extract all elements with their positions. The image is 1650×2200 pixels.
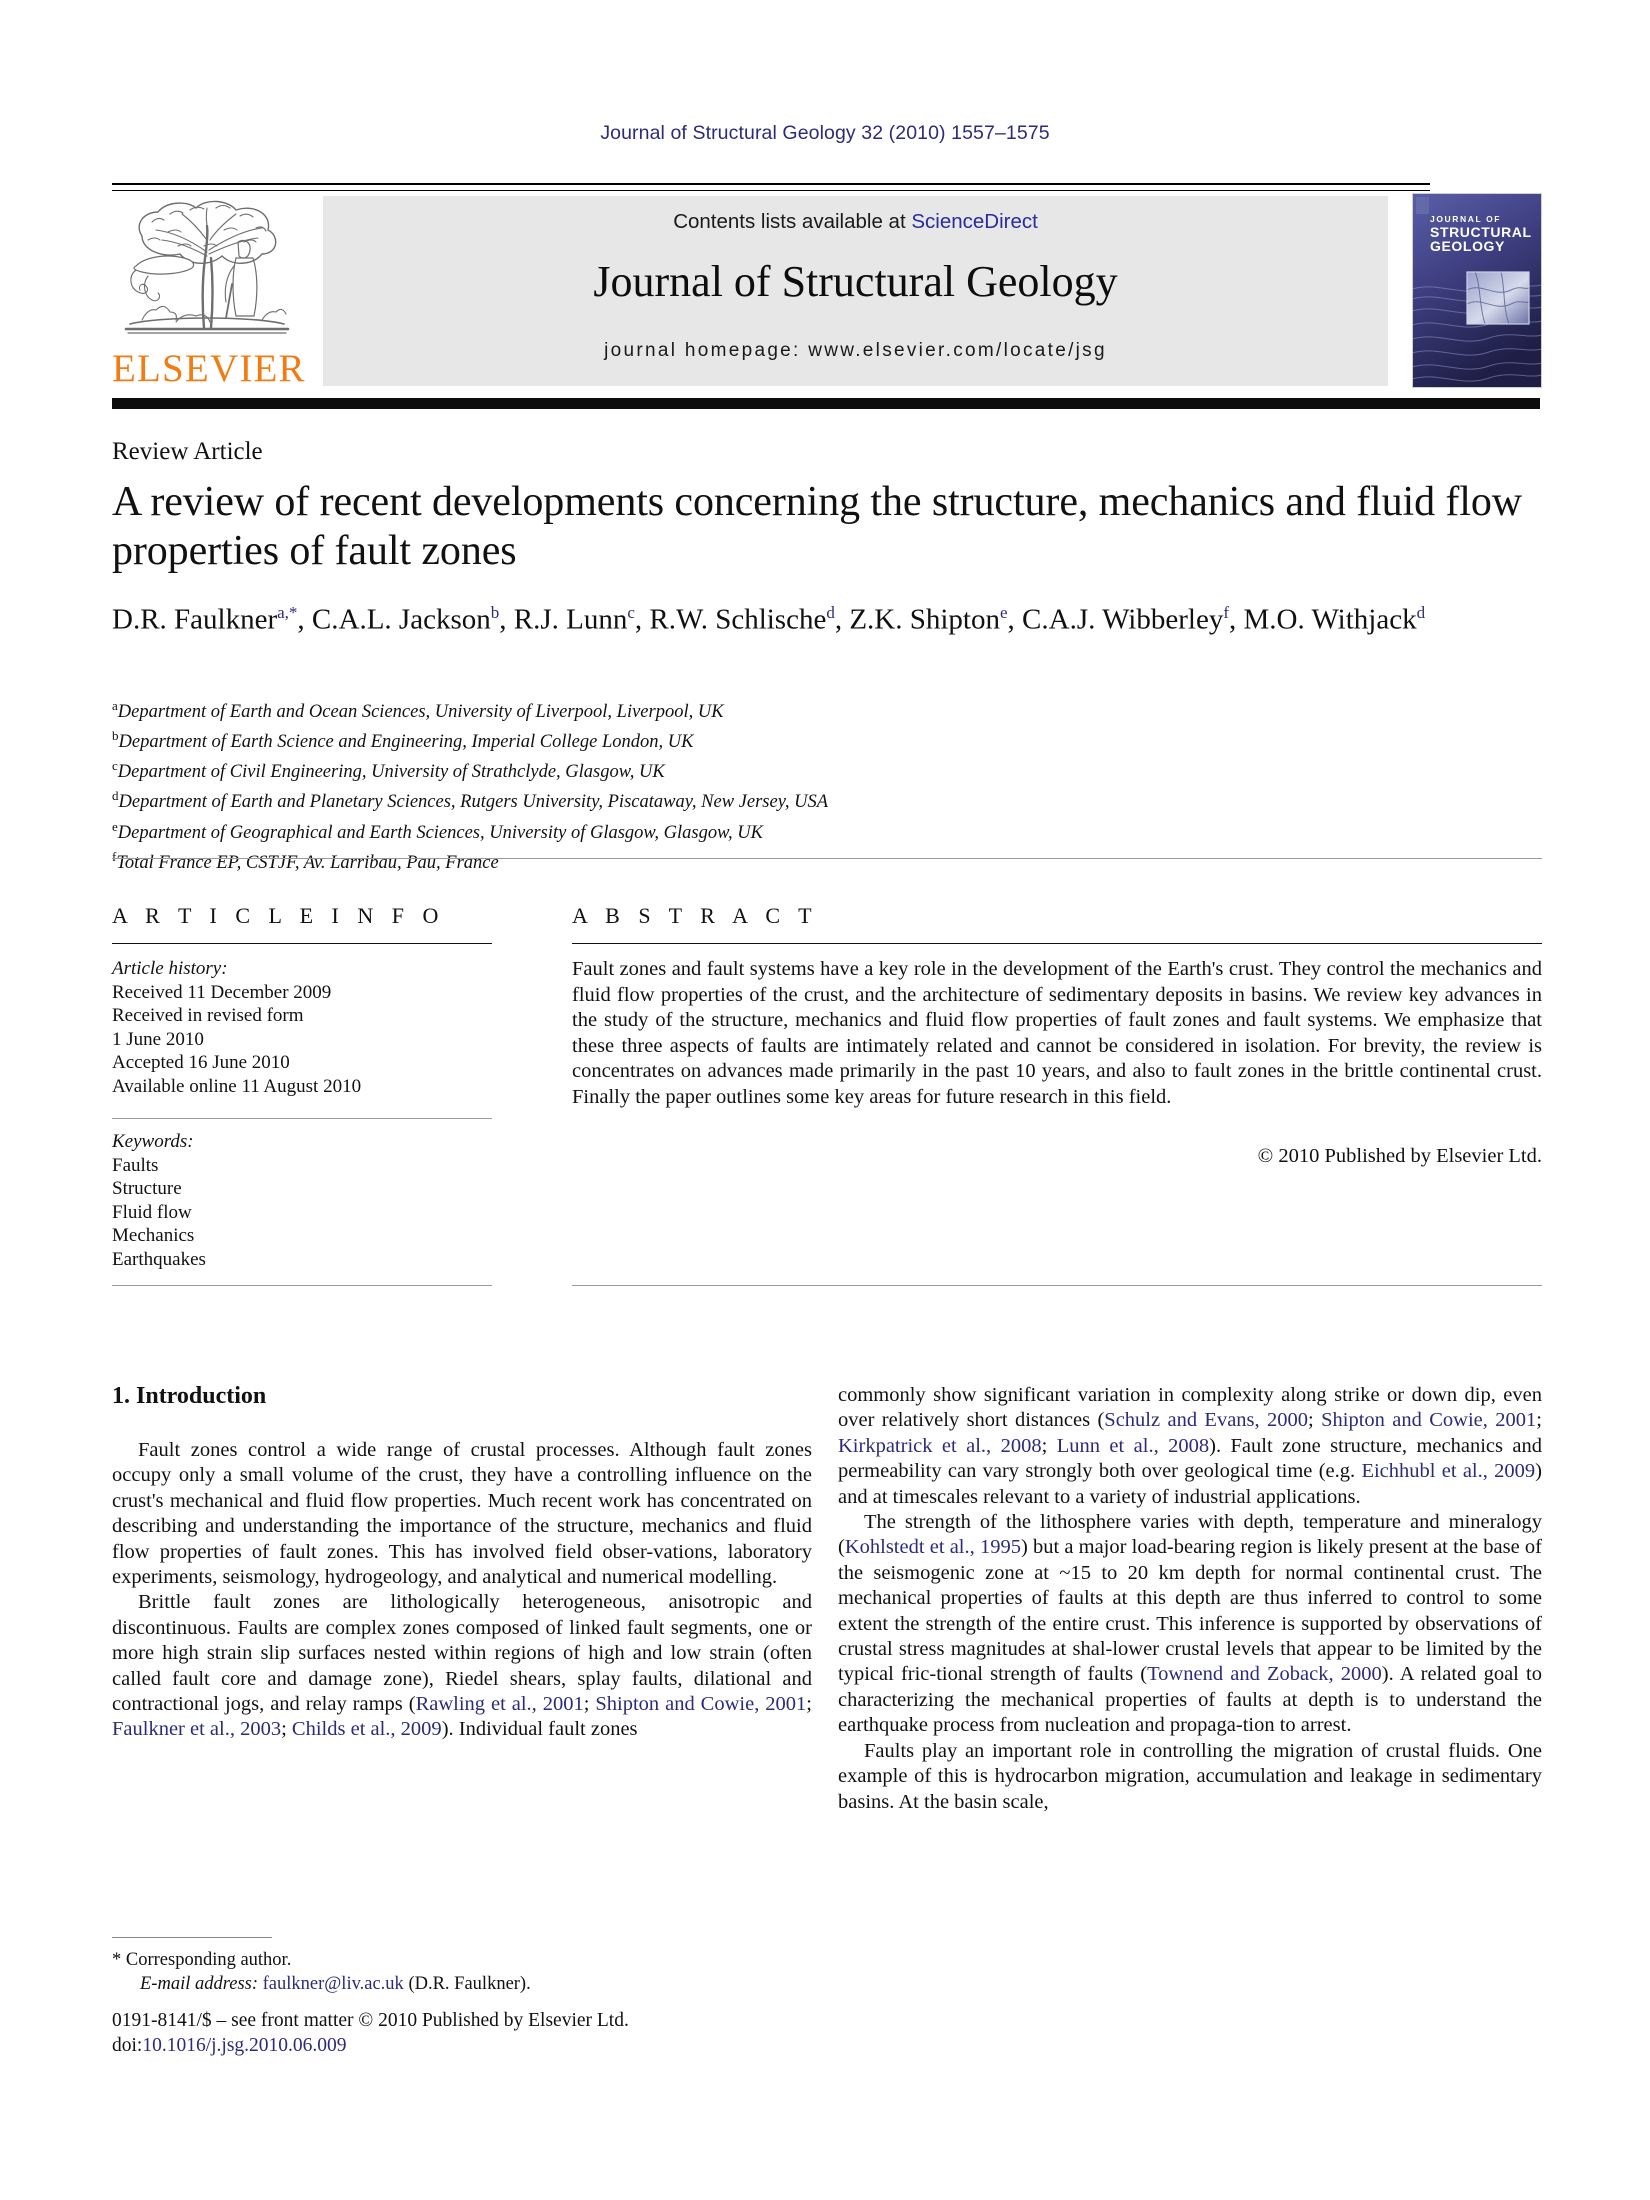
citation-link[interactable]: Townend and Zoback, 2000 bbox=[1147, 1663, 1382, 1686]
author-affiliation-mark: f bbox=[1223, 603, 1229, 622]
abstract-rule-2 bbox=[572, 1285, 1542, 1286]
body-text: ; bbox=[1536, 1409, 1542, 1432]
keywords-label: Keywords: bbox=[112, 1131, 194, 1152]
elsevier-wordmark: ELSEVIER bbox=[112, 347, 306, 390]
article-type: Review Article bbox=[112, 438, 263, 465]
corresponding-author-marker: * bbox=[112, 1950, 126, 1970]
info-rule-3 bbox=[112, 1285, 492, 1286]
body-text: ; bbox=[806, 1693, 812, 1716]
svg-text:STRUCTURAL: STRUCTURAL bbox=[1430, 224, 1532, 240]
affiliation-mark: b bbox=[112, 728, 119, 744]
abstract-rule-1 bbox=[572, 943, 1542, 944]
corresponding-author-label: Corresponding author. bbox=[125, 1950, 292, 1970]
body-paragraph bbox=[112, 1590, 812, 1742]
affiliation-item bbox=[112, 784, 1212, 814]
citation-link[interactable]: Rawling et al., 2001 bbox=[415, 1693, 584, 1716]
article-info-heading: A R T I C L E I N F O bbox=[112, 903, 445, 928]
body-paragraph bbox=[838, 1383, 1542, 1510]
front-matter-line: 0191-8141/$ – see front matter © 2010 Published by Elsevier Ltd. bbox=[112, 2010, 629, 2031]
journal-title: Journal of Structural Geology bbox=[593, 257, 1118, 306]
author-affiliation-mark: d bbox=[1416, 603, 1426, 622]
author-list: D.R. Faulkner$^{a,*}$, C.A.L. Jackson$^b$, R.J. Lunn$^c$, R.W. Schlische$^d$, Z.K. Shipton$^e$, C.A.J. Wibberley$^f$, M.O. Withjack$^d$ bbox=[112, 603, 1426, 636]
author-name: R.W. Schlische bbox=[649, 603, 827, 636]
affiliation-text: Department of Geographical and Earth Sciences, University of Glasgow, Glasgow, UK bbox=[117, 822, 763, 843]
keyword-item: Faults bbox=[112, 1154, 159, 1176]
body-text: ) and at timescales relevant to a variety of industrial applications. bbox=[838, 1460, 1542, 1508]
article-history-item: Accepted 16 June 2010 bbox=[112, 1052, 290, 1073]
abstract-copyright: © 2010 Published by Elsevier Ltd. bbox=[1257, 1145, 1542, 1167]
affiliation-item bbox=[112, 815, 1212, 845]
author-name: C.A.J. Wibberley bbox=[1022, 603, 1224, 636]
author-affiliation-mark: a,* bbox=[277, 603, 298, 622]
body-text: ; bbox=[1041, 1434, 1057, 1457]
keyword-item: Mechanics bbox=[112, 1225, 195, 1246]
body-text: The strength of the lithosphere varies with depth, temperature and mineralogy ( bbox=[838, 1511, 1542, 1559]
article-history bbox=[112, 957, 502, 1098]
section-heading-introduction: 1. Introduction bbox=[112, 1383, 267, 1409]
author-name: M.O. Withjack bbox=[1243, 603, 1417, 636]
doi-line bbox=[112, 2033, 872, 2058]
email-owner: (D.R. Faulkner). bbox=[403, 1974, 531, 1994]
body-text: Faults play an important role in controlling the migration of crustal fluids. One example of this is hydrocarbon migration, accumulation and leakage in sedimentary basins. At the basin scale, bbox=[838, 1739, 1542, 1813]
affiliation-mark: a bbox=[112, 698, 118, 713]
corresponding-author-note bbox=[112, 1948, 812, 1996]
citation-link[interactable]: Lunn et al., 2008 bbox=[1056, 1434, 1210, 1457]
affiliation-item bbox=[112, 694, 1212, 724]
affiliation-item bbox=[112, 754, 1212, 784]
citation-link[interactable]: Shipton and Cowie, 2001 bbox=[595, 1693, 807, 1716]
citation-link[interactable]: Childs et al., 2009 bbox=[291, 1718, 442, 1741]
author-name: C.A.L. Jackson bbox=[311, 603, 491, 636]
affiliation-text: Department of Civil Engineering, University of Strathclyde, Glasgow, UK bbox=[117, 762, 665, 783]
running-head: Journal of Structural Geology 32 (2010) 1557–1575 bbox=[600, 122, 1050, 144]
keyword-list bbox=[112, 1130, 502, 1271]
citation-link[interactable]: Shipton and Cowie, 2001 bbox=[1321, 1409, 1537, 1432]
affiliation-text: Department of Earth and Ocean Sciences, University of Liverpool, Liverpool, UK bbox=[117, 702, 724, 723]
journal-cover-thumbnail bbox=[1412, 193, 1542, 388]
citation-link[interactable]: Schulz and Evans, 2000 bbox=[1104, 1409, 1309, 1432]
email-line bbox=[112, 1972, 812, 1996]
article-history-item: 1 June 2010 bbox=[112, 1028, 204, 1050]
info-rule-2 bbox=[112, 1118, 492, 1119]
keyword-item: Earthquakes bbox=[112, 1248, 206, 1270]
body-column-right bbox=[838, 1383, 1542, 1815]
affiliation-item bbox=[112, 845, 1212, 875]
email-link[interactable]: faulkner@liv.ac.uk bbox=[262, 1974, 404, 1994]
affiliation-mark: e bbox=[112, 818, 118, 834]
author-affiliation-mark: e bbox=[1000, 603, 1008, 622]
doi-label: doi: bbox=[112, 2035, 143, 2056]
citation-link[interactable]: Kohlstedt et al., 1995 bbox=[844, 1536, 1021, 1559]
article-history-label: Article history: bbox=[112, 958, 228, 979]
body-paragraph bbox=[838, 1739, 1542, 1815]
affiliation-mark: c bbox=[112, 758, 118, 774]
affiliation-item bbox=[112, 724, 1212, 754]
article-history-item: Available online 11 August 2010 bbox=[112, 1075, 362, 1097]
masthead-rule-top bbox=[112, 183, 1430, 185]
body-column-left bbox=[112, 1438, 812, 1743]
footnote-rule bbox=[112, 1937, 272, 1938]
doi-link[interactable]: 10.1016/j.jsg.2010.06.009 bbox=[142, 2035, 347, 2056]
affiliation-mark: f bbox=[112, 848, 117, 864]
body-text: ). Fault zone structure, mechanics and permeability can vary strongly both over geological time (e.g. bbox=[838, 1434, 1542, 1483]
keyword-item: Structure bbox=[112, 1178, 182, 1199]
info-rule-1 bbox=[112, 943, 492, 944]
page-title: A review of recent developments concerning the structure, mechanics and fluid flow properties of fault zones bbox=[112, 479, 1522, 574]
affiliation-text: Department of Earth and Planetary Sciences, Rutgers University, Piscataway, New Jersey, USA bbox=[118, 792, 829, 813]
body-text: ) but a major load-bearing region is likely present at the base of the seismogenic zone at ~15 to 20 km depth for normal continental crust. The mechanical properties of faults at this depth are thus inferred to control to some extent the strength of the entire crust. This inference is supported by observations of crustal stress magnitudes at shal-lower crustal levels that appear to be limited by the typical fric-tional strength of faults ( bbox=[838, 1536, 1542, 1686]
corresponding-author-line bbox=[112, 1948, 812, 1972]
keyword-item: Fluid flow bbox=[112, 1201, 192, 1223]
masthead-rule-top-thin bbox=[112, 190, 1430, 191]
affiliation-text: Department of Earth Science and Engineering, Imperial College London, UK bbox=[118, 732, 694, 753]
article-history-item: Received in revised form bbox=[112, 1005, 304, 1026]
journal-banner bbox=[323, 196, 1388, 386]
affiliation-mark: d bbox=[112, 788, 119, 804]
abstract-heading: A B S T R A C T bbox=[572, 903, 819, 928]
sciencedirect-link[interactable]: ScienceDirect bbox=[911, 210, 1038, 233]
front-matter-note bbox=[112, 2008, 872, 2058]
body-text: ; bbox=[583, 1693, 596, 1716]
body-text: ). Individual fault zones bbox=[441, 1718, 638, 1741]
body-paragraph bbox=[838, 1510, 1542, 1739]
masthead-rule-bottom bbox=[112, 398, 1540, 409]
author-name: Z.K. Shipton bbox=[849, 603, 1000, 636]
journal-homepage-link[interactable]: journal homepage: www.elsevier.com/locate/jsg bbox=[604, 340, 1107, 361]
body-text: ; bbox=[281, 1718, 292, 1741]
affiliation-list bbox=[112, 694, 1212, 875]
svg-text:GEOLOGY: GEOLOGY bbox=[1430, 238, 1505, 254]
abstract-text: Fault zones and fault systems have a key role in the development of the Earth's crust. They control the mechanics and fluid flow properties of the crust, and the architecture of sedimentary deposits in basins. We review key advances in the study of the structure, mechanics and fluid flow properties of fault zones and fault systems. We emphasize that these three aspects of faults are intimately related and cannot be considered in isolation. For brevity, the review is concentrates on advances made primarily in the past 10 years, and also to fault zones in the brittle continental crust. Finally the paper outlines some key areas for future research in this field. bbox=[572, 958, 1542, 1108]
article-info-top-rule bbox=[112, 858, 1542, 859]
citation-link[interactable]: Faulkner et al., 2003 bbox=[112, 1718, 282, 1741]
citation-link[interactable]: Kirkpatrick et al., 2008 bbox=[838, 1434, 1042, 1457]
citation-link[interactable]: Eichhubl et al., 2009 bbox=[1361, 1460, 1536, 1483]
author-affiliation-mark: d bbox=[826, 603, 835, 622]
author-affiliation-mark: c bbox=[627, 603, 635, 622]
body-text: Fault zones control a wide range of crustal processes. Although fault zones occupy only a small volume of the crust, they have a controlling influence on the crust's mechanical and fluid flow properties. Much recent work has concentrated on describing and understanding the importance of the structure, mechanics and fluid flow properties of fault zones. This has involved field obser-vations, laboratory experiments, seismology, hydrogeology, and analytical and numerical modelling. bbox=[112, 1439, 812, 1589]
affiliation-text: Total France EP, CSTJF, Av. Larribau, Pau, France bbox=[116, 852, 499, 873]
author-affiliation-mark: b bbox=[490, 603, 500, 622]
author-name: D.R. Faulkner bbox=[112, 603, 278, 636]
body-text: commonly show significant variation in complexity along strike or down dip, even over relatively short distances ( bbox=[838, 1384, 1542, 1432]
body-paragraph bbox=[112, 1438, 812, 1590]
body-text: Brittle fault zones are lithologically heterogeneous, anisotropic and discontinuous. Faults are complex zones composed of linked fault segments, one or more high strain slip surfaces nested within regions of high and low strain (often called fault core and damage zone), Riedel shears, splay faults, dilational and contractional jogs, and relay ramps ( bbox=[112, 1591, 812, 1716]
contents-available-line bbox=[323, 210, 1388, 234]
email-label: E-mail address: bbox=[140, 1974, 263, 1994]
author-name: R.J. Lunn bbox=[513, 603, 628, 636]
svg-text:JOURNAL OF: JOURNAL OF bbox=[1430, 214, 1502, 224]
body-text: ; bbox=[1308, 1409, 1322, 1432]
contents-prefix: Contents lists available at bbox=[673, 210, 912, 233]
body-text: ). A related goal to characterizing the mechanical properties of faults at depth is to understand the earthquake process from nucleation and propaga-tion to arrest. bbox=[838, 1663, 1542, 1737]
article-history-item: Received 11 December 2009 bbox=[112, 981, 332, 1003]
